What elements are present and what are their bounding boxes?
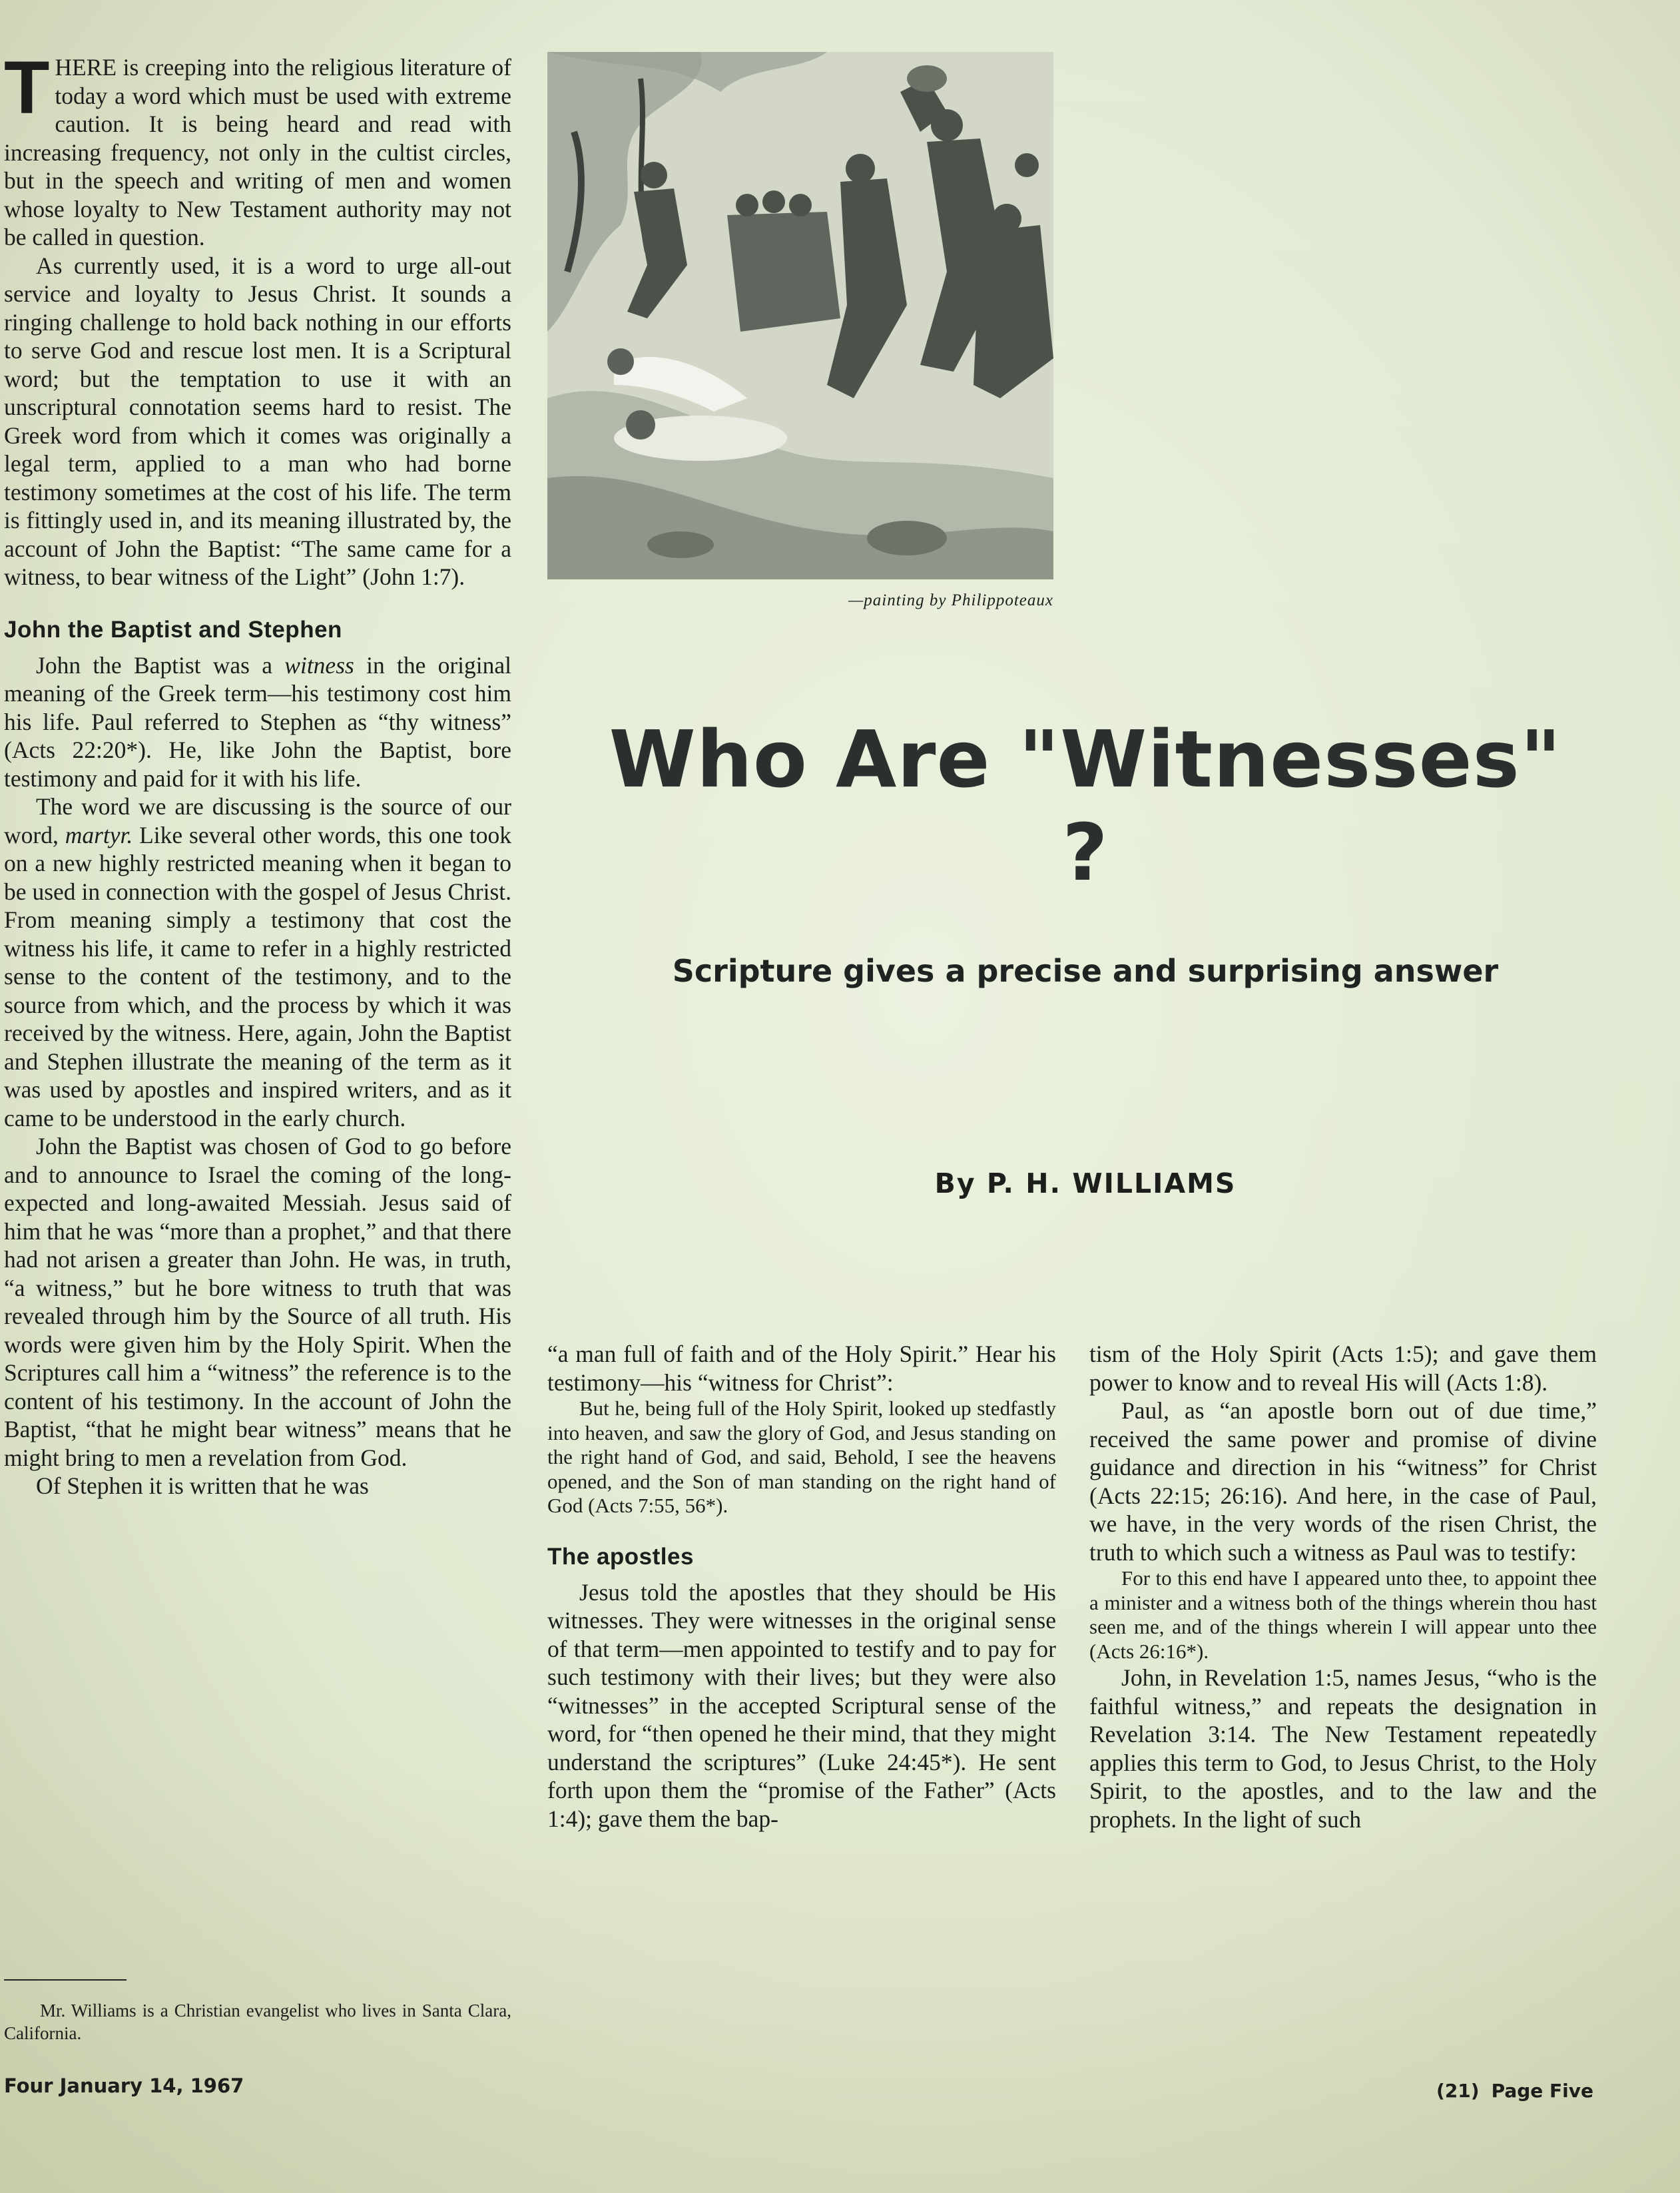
author-footnote: Mr. Williams is a Christian evangelist who lives in Santa Clara, California. (4, 2001, 511, 2043)
block-quote: For to this end have I appeared unto thee, to appoint thee a minister and a witness both of the things wherein thou hast seen me, and of the things wherein I will appear unto thee (Acts 26:16*). (1089, 1566, 1597, 1663)
painting-caption: —painting by Philippoteaux (848, 591, 1053, 609)
article-subtitle: Scripture gives a precise and surprising answer (672, 953, 1499, 989)
page-number-parenthetical: (21) (1436, 2080, 1480, 2102)
drop-cap: T (4, 46, 50, 129)
stoning-of-stephen-image (547, 52, 1053, 579)
paragraph: “a man full of faith and of the Holy Spirit.” Hear his testimony—his “witness for Christ”: (547, 1341, 1056, 1396)
page-number-label: Page Five (1491, 2080, 1593, 2102)
section-heading: The apostles (547, 1543, 694, 1570)
paragraph: Paul, as “an apostle born out of due time,” received the same power and promise of divine guidance and direction in his “witness” for Christ (Acts 22:15; 26:16). And here, in the case of Paul, we have, in the very words of the risen Christ, the truth to which such a witness as Paul was to testify: (1089, 1397, 1597, 1566)
painting-illustration (547, 52, 1053, 579)
opening-paragraph: THERE is creeping into the religious literature of today a word which must be used with extreme caution. It is being heard and read with increasing frequency, not only in the cultist circles, but in the speech and writing of men and women whose loyalty to New Testament authority may not be called in question. (4, 46, 511, 250)
block-quote: But he, being full of the Holy Spirit, looked up stedfastly into heaven, and saw the glory of God, and Jesus standing on the right hand of God, and said, Behold, I see the heavens opened, and the Son of man standing on the right hand of God (Acts 7:55, 56*). (547, 1397, 1056, 1517)
paragraph: The word we are discussing is the source of our word, martyr. Like several other words, this one took on a new highly restricted meaning when it began to be used in connection with the gospel of Jesus Christ. From meaning simply a testimony that cost the witness his life, it came to refer in a highly restricted sense to the content of the testimony, and to the source from which, and the process by which it was received by the witness. Here, again, John the Baptist and Stephen illustrate the meaning of the term as it was used by apostles and inspired writers, and as it came to be understood in the early church. (4, 793, 511, 1131)
paragraph: John, in Revelation 1:5, names Jesus, “who is the faithful witness,” and repeats the designation in Revelation 3:14. The New Testament repeatedly applies this term to God, to Jesus Christ, to the Holy Spirit, to the apostles, and to the law and the prophets. In the light of such (1089, 1664, 1597, 1833)
footnote-rule (4, 1979, 127, 1981)
paragraph: As currently used, it is a word to urge all-out service and loyalty to Jesus Christ. It sounds a ringing challenge to hold back nothing in our efforts to serve God and rescue lost men. It is a Scriptural word; but the temptation to use it with an unscriptural connotation seems hard to resist. The Greek word from which it comes was originally a legal term, applied to a man who had borne testimony sometimes at the cost of his life. The term is fittingly used in, and its meaning illustrated by, the account of John the Baptist: “The same came for a witness, to bear witness of the Light” (John 1:7). (4, 252, 511, 590)
paragraph: John the Baptist was a witness in the original meaning of the Greek term—his testimony cost him his life. Paul referred to Stephen as “thy witness” (Acts 22:20*). He, like John the Baptist, bore testimony and paid for it with his life. (4, 651, 511, 792)
byline: By P. H. WILLIAMS (934, 1167, 1237, 1199)
folio-right (1436, 2080, 1593, 2102)
paragraph: John the Baptist was chosen of God to go before and to announce to Israel the coming of the long-expected and long-awaited Messiah. Jesus said of him that he was “more than a prophet,” and that there had not arisen a greater than John. He was, in truth, “a witness,” but he bore witness to truth that was revealed through him by the Source of all truth. His words were given him by the Holy Spirit. When the Scriptures call him a “witness” the reference is to the content of his testimony. In the account of John the Baptist, “that he might bear witness” means that he might bring to men a revelation from God. (4, 1133, 511, 1471)
paragraph: tism of the Holy Spirit (Acts 1:5); and gave them power to know and to reveal His will (Acts 1:8). (1089, 1341, 1597, 1396)
article-title: Who Are "Witnesses" ? (609, 713, 1562, 898)
left-column (4, 46, 511, 1500)
right-column (1089, 1340, 1597, 1833)
paragraph: Of Stephen it is written that he was (36, 1472, 369, 1499)
paragraph: Jesus told the apostles that they should be His witnesses. They were witnesses in the original sense of that term—men appointed to testify and to pay for such testimony with their lives; but they were also “witnesses” in the accepted Scriptural sense of the word, for “then opened he their mind, that they might understand the scriptures” (Luke 24:45*). He sent forth upon them the “promise of the Father” (Acts 1:4); gave them the bap- (547, 1578, 1056, 1832)
middle-column (547, 1340, 1056, 1833)
section-heading: John the Baptist and Stephen (4, 616, 342, 643)
folio-left: Four January 14, 1967 (4, 2074, 244, 2097)
